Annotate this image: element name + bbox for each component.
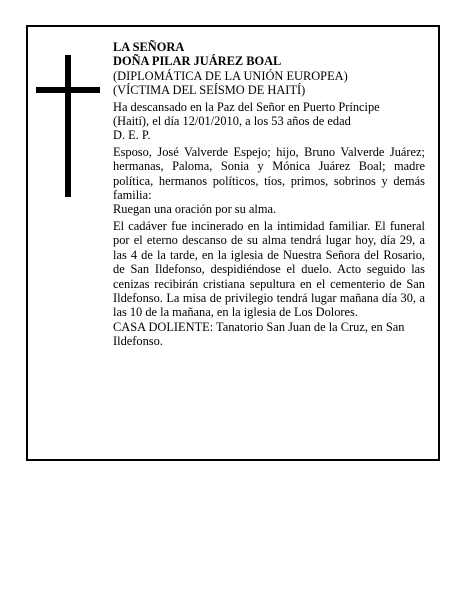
subtitle-profession: (DIPLOMÁTICA DE LA UNIÓN EUROPEA) (113, 68, 348, 83)
subtitle-cause: (VÍCTIMA DEL SEÍSMO DE HAITÍ) (113, 83, 306, 98)
casa-doliente-line: CASA DOLIENTE: Tanatorio San Juan de la Cruz, en San Ildefonso. (113, 319, 405, 349)
deceased-name: DOÑA PILAR JUÁREZ BOAL (113, 54, 282, 69)
cross-horizontal-bar (36, 87, 100, 93)
obituary-text (113, 40, 425, 349)
latin-cross-icon (36, 55, 100, 197)
prayer-line: Ruegan una oración por su alma. (113, 202, 277, 217)
title-line-1: LA SEÑORA (113, 40, 185, 54)
cross-vertical-bar (65, 55, 71, 197)
funeral-paragraph: El cadáver fue incinerado en la intimidad familiar. El funeral por el eterno descanso de su alma tendrá lugar hoy, día 29, a las 4 de la tarde, en la iglesia de Nuestra Señora del Rosario, de San Ildefonso, despidiéndose el duelo. Acto seguido las cenizas recibirán cristiana sepultura en el cementerio de San Ildefonso. La misa de privilegio tendrá lugar mañana día 30, a las 10 de la mañana, en la iglesia de Los Dolores. (113, 218, 425, 320)
rest-line-1: Ha descansado en la Paz del Señor en Puerto Príncipe (113, 99, 380, 114)
rest-line-2: (Haití), el día 12/01/2010, a los 53 años de edad (113, 114, 351, 129)
family-paragraph: Esposo, José Valverde Espejo; hijo, Bruno Valverde Juárez; hermanas, Paloma, Sonia y Mónica Juárez Boal; madre política, hermanos políticos, tíos, primos, sobrinos y demás familia: (113, 144, 425, 203)
dep-line: D. E. P. (113, 128, 151, 143)
